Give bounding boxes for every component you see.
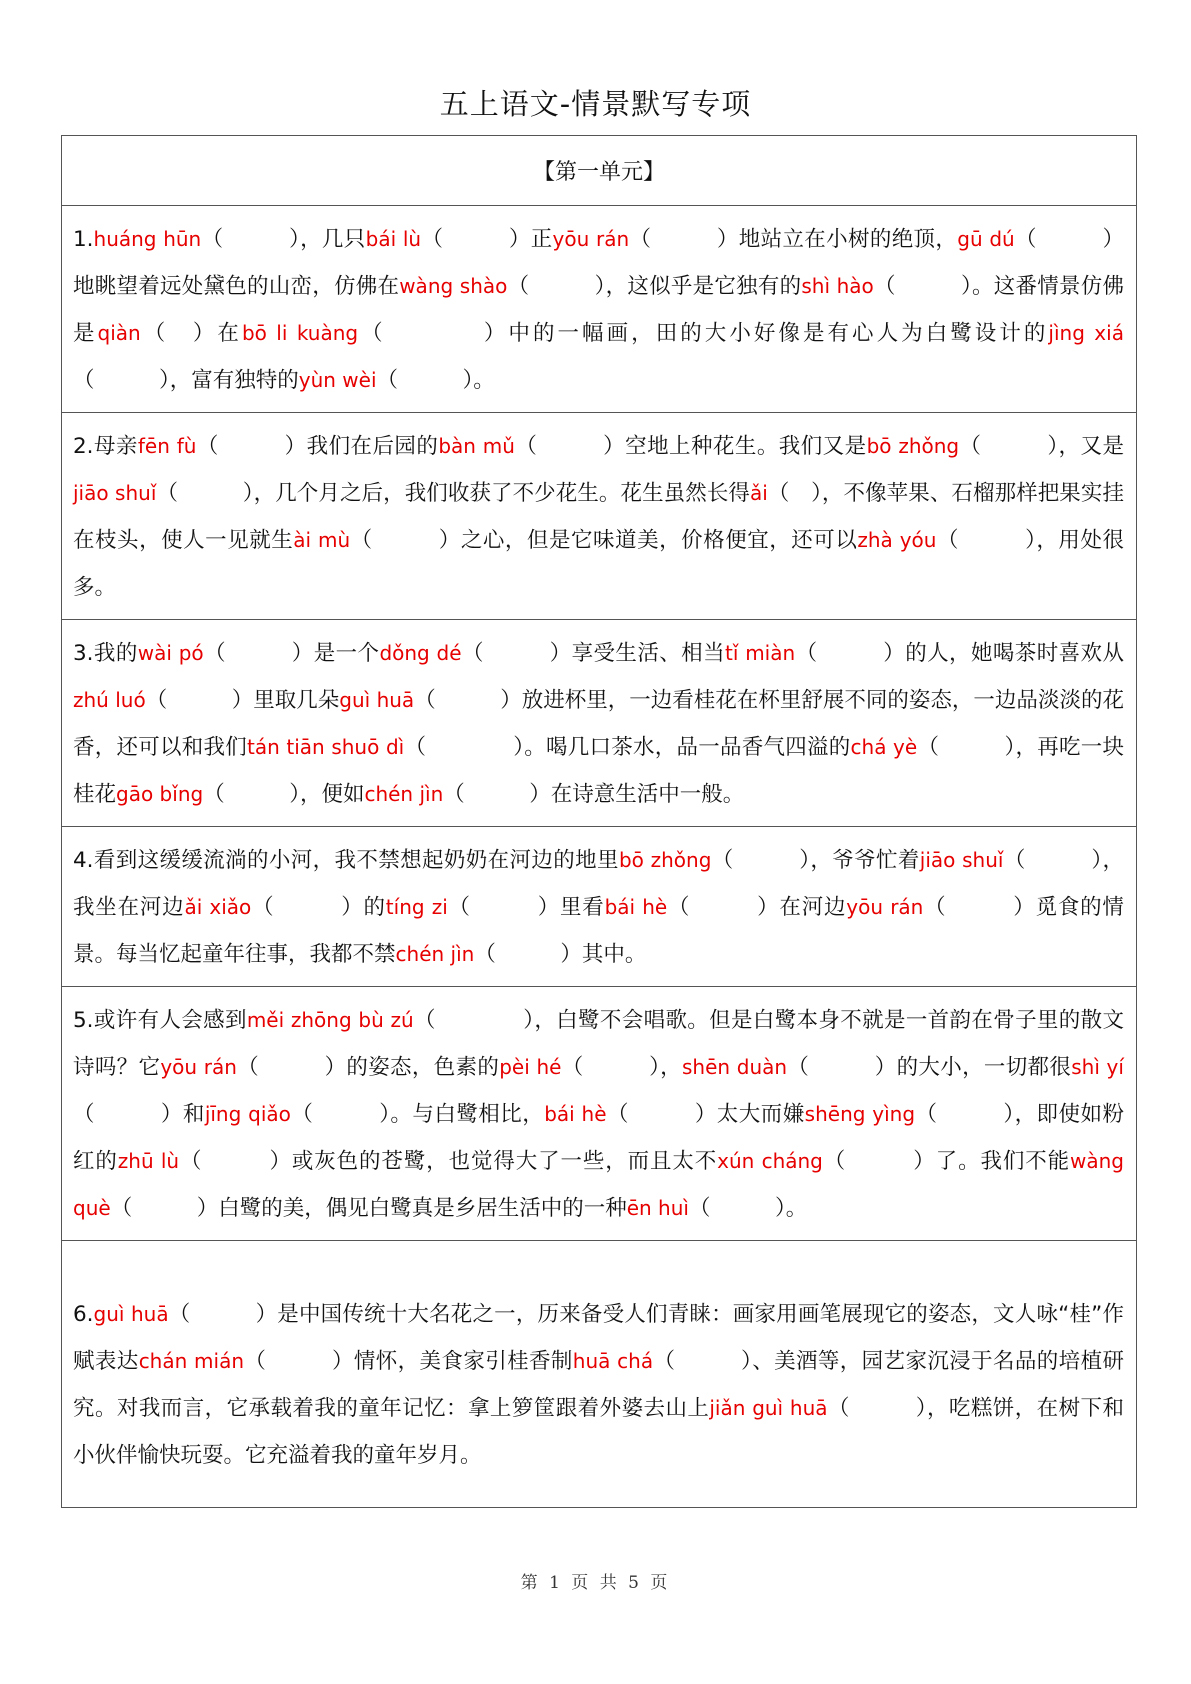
pinyin-prompt: guì huā [339, 688, 415, 712]
pinyin-prompt: dǒng dé [379, 641, 462, 665]
page-footer: 第 1 页 共 5 页 [520, 1573, 671, 1593]
pinyin-prompt: bō zhǒng [618, 848, 712, 872]
sentence-text: 4.看到这缓缓流淌的小河，我不禁想起奶奶在河边的地里 [73, 848, 619, 873]
sentence-text: （ ）。与白鹭相比， [290, 1102, 545, 1127]
sentence-text: （ ）空地上种花生。我们又是 [514, 434, 867, 459]
sentence-text: （ ）的大小，一切都很 [787, 1055, 1072, 1080]
sentence-text: （ ）在诗意生活中一般。 [443, 782, 745, 807]
pinyin-prompt: yōu rán [846, 895, 924, 919]
sentence-text: （ ）和 [73, 1102, 205, 1127]
sentence-text: （ ）在河边 [667, 895, 847, 920]
sentence-text: （ ），便如 [203, 782, 365, 807]
sentence-text: （ ）放进杯里，一边看桂花在杯里舒展不同的姿态，一边品淡淡的花香，还可以和我们 [73, 688, 1124, 760]
pinyin-prompt: zhū lù [117, 1149, 180, 1173]
pinyin-prompt: ǎi [750, 481, 768, 505]
sentence-text: （ ）太大而嫌 [606, 1102, 805, 1127]
sentence-text: （ ）之心，但是它味道美，价格便宜，还可以 [350, 528, 858, 553]
sentence-text: 5.或许有人会感到 [73, 1008, 247, 1033]
pinyin-prompt: ǎi xiǎo [184, 895, 252, 919]
pinyin-prompt: ài mù [293, 528, 351, 552]
page-title: 五上语文-情景默写专项 [439, 87, 752, 121]
pinyin-prompt: bái hè [544, 1102, 607, 1126]
sentence-text: （ ），几个月之后，我们收获了不少花生。花生虽然长得 [156, 481, 751, 506]
pinyin-prompt: jiǎn guì huā [709, 1396, 828, 1420]
pinyin-prompt: shì hào [801, 274, 874, 298]
exercise-item-2 [62, 413, 1136, 620]
pinyin-prompt: chén jìn [364, 782, 444, 806]
sentence-text: （ ），再吃一块桂花 [73, 735, 1124, 807]
pinyin-prompt: yōu rán [552, 227, 630, 251]
sentence-text: （ ）。这番情景仿佛是 [73, 274, 1124, 346]
pinyin-prompt: zhú luó [73, 688, 146, 712]
sentence-text: （ ），用处很多。 [73, 528, 1124, 600]
pinyin-prompt: zhà yóu [857, 528, 937, 552]
sentence-text: （ ）里取几朵 [145, 688, 340, 713]
exercise-item-4 [62, 827, 1136, 987]
pinyin-prompt: wàng shào [399, 274, 508, 298]
pinyin-prompt: xún cháng [717, 1149, 823, 1173]
sentence-text: （ ），不像苹果、石榴那样把果实挂在枝头，使人一见就生 [73, 481, 1124, 553]
pinyin-prompt: tán tiān shuō dì [247, 735, 405, 759]
sentence-text: （ ）正 [421, 227, 553, 252]
pinyin-prompt: jìng xiá [1048, 321, 1124, 345]
pinyin-prompt: shēng yìng [804, 1102, 916, 1126]
pinyin-prompt: chán mián [138, 1349, 245, 1373]
sentence-text: （ ）的人，她喝茶时喜欢从 [795, 641, 1124, 666]
sentence-text: （ ）地眺望着远处黛色的山峦，仿佛在 [73, 227, 1124, 299]
sentence-text: （ ），即使如粉红的 [73, 1102, 1124, 1174]
sentence-text: （ ），白鹭不会唱歌。但是白鹭本身不就是一首韵在骨子里的散文诗吗？它 [73, 1008, 1124, 1080]
pinyin-prompt: gāo bǐng [116, 782, 204, 806]
pinyin-prompt: wàng què [73, 1149, 1124, 1220]
sentence-text: （ ），几只 [201, 227, 366, 252]
sentence-text: （ ）的姿态，色素的 [236, 1055, 500, 1080]
pinyin-prompt: fēn fù [137, 434, 197, 458]
pinyin-prompt: qiàn [97, 321, 141, 345]
sentence-text: （ ）、美酒等，园艺家沉浸于名品的培植研究。对我而言，它承载着我的童年记忆：拿上箩筐跟着外婆去山上 [73, 1349, 1124, 1421]
pinyin-prompt: guì huā [93, 1302, 169, 1326]
pinyin-prompt: bō zhǒng [866, 434, 960, 458]
sentence-text: （ ）在 [140, 321, 242, 346]
exercise-table [61, 135, 1137, 1508]
sentence-text: （ ）。 [688, 1196, 808, 1221]
pinyin-prompt: bái lù [365, 227, 422, 251]
sentence-text: （ ），我坐在河边 [73, 848, 1124, 920]
pinyin-prompt: yōu rán [160, 1055, 237, 1079]
pinyin-prompt: jiāo shuǐ [919, 848, 1004, 872]
sentence-text: （ ），这似乎是它独有的 [507, 274, 802, 299]
sentence-text: （ ）了。我们不能 [822, 1149, 1070, 1174]
sentence-text: （ ），吃糕饼，在树下和小伙伴愉快玩耍。它充溢着我的童年岁月。 [73, 1396, 1124, 1468]
sentence-text: （ ）， [561, 1055, 683, 1080]
sentence-text: 1. [73, 227, 94, 252]
sentence-text: 6. [73, 1302, 94, 1327]
pinyin-prompt: jiāo shuǐ [73, 481, 157, 505]
pinyin-prompt: bái hè [604, 895, 668, 919]
sentence-text: （ ）白鹭的美，偶见白鹭真是乡居生活中的一种 [110, 1196, 627, 1221]
pinyin-prompt: tǐ miàn [725, 641, 796, 665]
sentence-text: （ ）。喝几口茶水，品一品香气四溢的 [404, 735, 851, 760]
pinyin-prompt: bō li kuàng [241, 321, 359, 345]
sentence-text: （ ）是一个 [203, 641, 380, 666]
sentence-text: 2.母亲 [73, 434, 138, 459]
pinyin-prompt: ēn huì [626, 1196, 689, 1220]
sentence-text: （ ），爷爷忙着 [711, 848, 920, 873]
sentence-text: （ ）中的一幅画，田的大小好像是有心人为白鹭设计的 [358, 321, 1049, 346]
sentence-text: （ ）享受生活、相当 [461, 641, 726, 666]
sentence-text: （ ），又是 [959, 434, 1124, 459]
sentence-text: （ ）的 [251, 895, 386, 920]
pinyin-prompt: jīng qiǎo [204, 1102, 291, 1126]
sentence-text: （ ）。 [376, 368, 495, 393]
sentence-text: （ ）其中。 [474, 942, 647, 967]
sentence-text: （ ）地站立在小树的绝顶， [629, 227, 958, 252]
pinyin-prompt: shēn duàn [682, 1055, 788, 1079]
exercise-item-3 [62, 620, 1136, 827]
pinyin-prompt: chén jìn [395, 942, 475, 966]
pinyin-prompt: yùn wèi [298, 368, 377, 392]
pinyin-prompt: huā chá [572, 1349, 654, 1373]
sentence-text: 3.我的 [73, 641, 138, 666]
sentence-text: （ ）情怀，美食家引桂香制 [244, 1349, 573, 1374]
pinyin-prompt: tíng zi [385, 895, 448, 919]
sentence-text: （ ）我们在后园的 [196, 434, 439, 459]
sentence-text: （ ）是中国传统十大名花之一，历来备受人们青睐：画家用画笔展现它的姿态，文人咏“桂”作赋表达 [73, 1302, 1124, 1374]
sentence-text: （ ）或灰色的苍鹭，也觉得大了一些，而且太不 [179, 1149, 718, 1174]
sentence-text: （ ）觅食的情景。每当忆起童年往事，我都不禁 [73, 895, 1124, 967]
pinyin-prompt: měi zhōng bù zú [246, 1008, 414, 1032]
exercise-item-6 [62, 1241, 1136, 1507]
pinyin-prompt: bàn mǔ [438, 434, 515, 458]
exercise-item-5 [62, 987, 1136, 1241]
unit-header: 【第一单元】 [62, 136, 1136, 206]
pinyin-prompt: chá yè [850, 735, 918, 759]
exercise-item-1 [62, 206, 1136, 413]
pinyin-prompt: wài pó [137, 641, 204, 665]
pinyin-prompt: gū dú [957, 227, 1015, 251]
pinyin-prompt: pèi hé [499, 1055, 562, 1079]
pinyin-prompt: huáng hūn [93, 227, 202, 251]
sentence-text: （ ），富有独特的 [73, 368, 299, 393]
sentence-text: （ ）里看 [447, 895, 605, 920]
pinyin-prompt: shì yí [1071, 1055, 1124, 1079]
